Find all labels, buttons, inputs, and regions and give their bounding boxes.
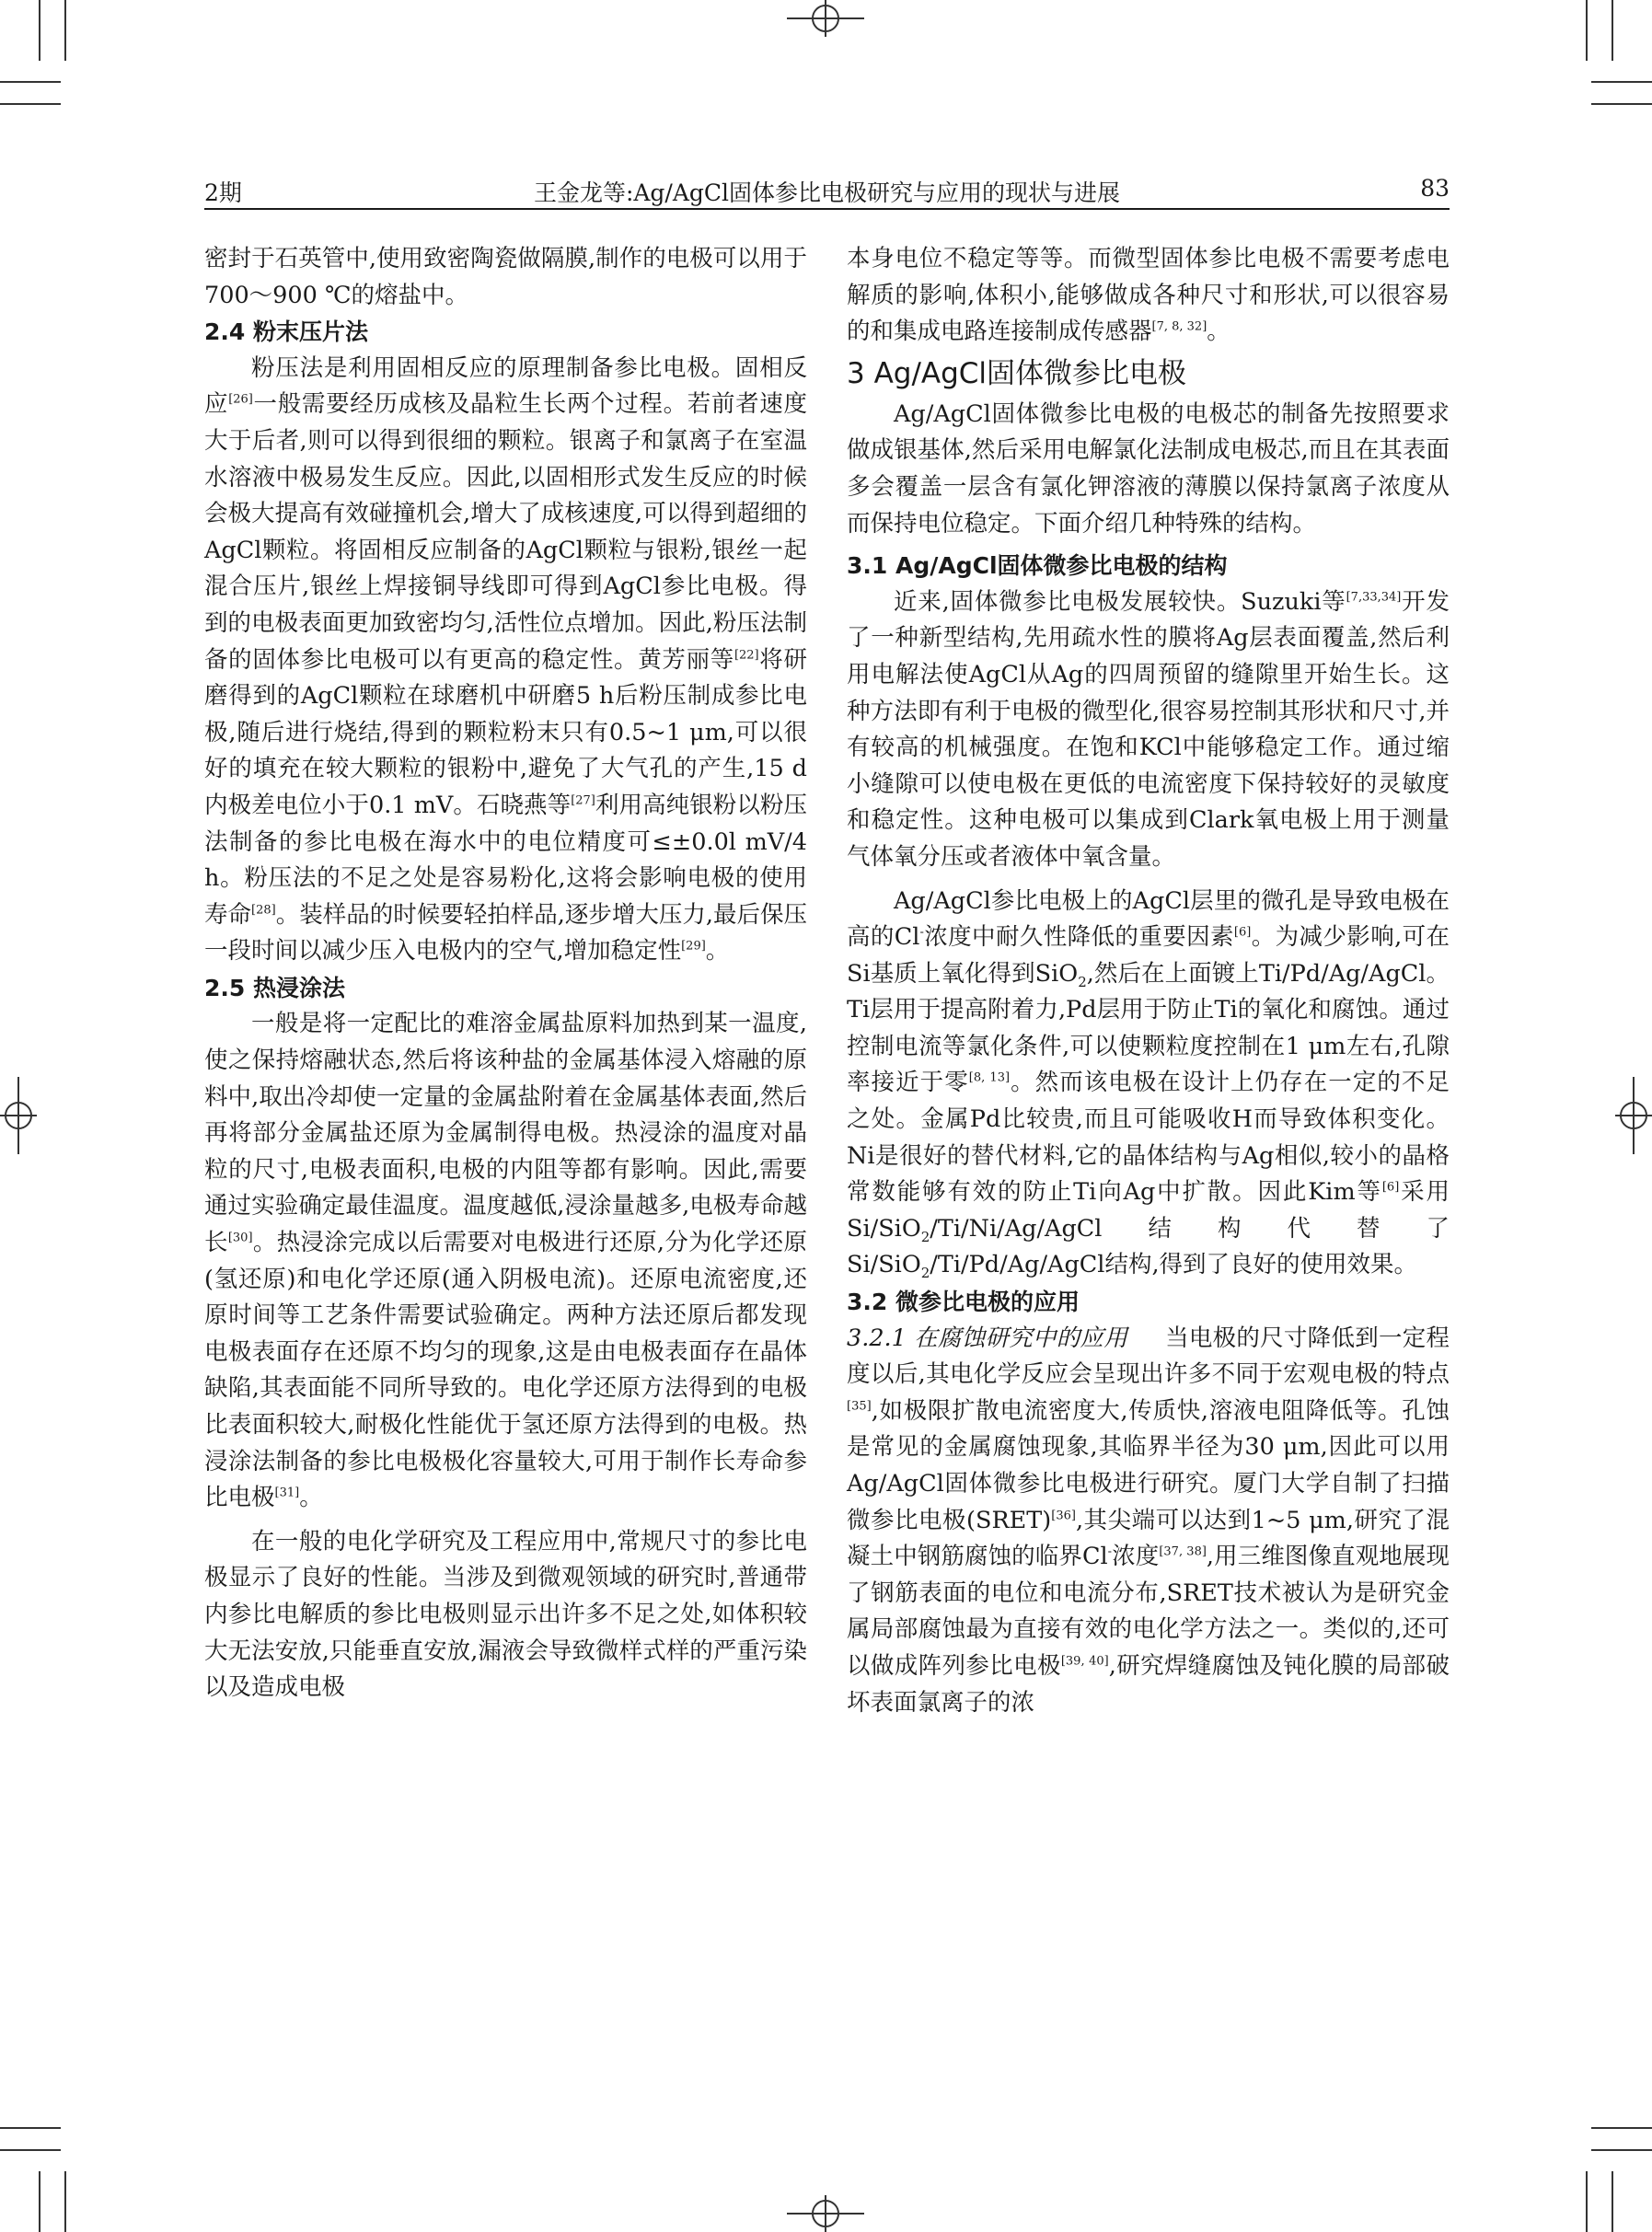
section-heading-2-4: 2.4 粉末压片法 [204, 318, 368, 346]
section-heading-3-2: 3.2 微参比电极的应用 [847, 1289, 1080, 1316]
right-column: 本身电位不稳定等等。而微型固体参比电极不需要考虑电解质的影响,体积小,能够做成各种尺寸和形状,可以很容易的和集成电路连接制成传感器[7, 8, 32]。 3 Ag/AgCl固体微参比电极 Ag/AgCl固体微参比电极的电极芯的制备先按照要求做成银基体,然后采用电解氯化法制成电极芯,而且在其表面多会覆盖一层含有氯化钾溶液的薄膜以保持氯离子浓度从而保持电位稳定。下面介绍几种特殊的结构。 3.1 Ag/AgCl固体微参比电极的结构 近来,固体微参比电极发展较快。Suzuki等[7,33,34]开发了一种新型结构,先用疏水性的膜将Ag层表面覆盖,然后利用电解法使AgCl从Ag的四周预留的缝隙里开始生长。这种方法即有利于电极的微型化,很容易控制其形状和尺寸,并有较高的机械强度。在饱和KCl中能够稳定工作。通过缩小缝隙可以使电极在更低的电流密度下保持较好的灵敏度和稳定性。这种电极可以集成到Clark氧电极上用于测量气体氧分压或者液体中氧含量。 Ag/AgCl参比电极上的AgCl层里的微孔是导致电极在高的Cl-浓度中耐久性降低的重要因素[6]。为减少影响,可在Si基质上氧化得到SiO$_2$,然后在上面镀上Ti/Pd/Ag/AgCl。Ti层用于提高附着力,Pd层用于防止Ti的氧化和腐蚀。通过控制电流等氯化条件,可以使颗粒度控制在1 μm左右,孔隙率接近于零[8, 13]。然而该电极在设计上仍存在一定的不足之处。金属Pd比较贵,而且可能吸收H而导致体积变化。Ni是很好的替代材料,它的晶体结构与Ag相似,较小的晶格常数能够有效的防止Ti向Ag中扩散。因此Kim等[6]采用Si/SiO$_2$/Ti/Ni/Ag/AgCl结构代替了Si/SiO$_2$/Ti/Pd/Ag/AgCl结构,得到了良好的使用效果。 3.2 微参比电极的应用 3.2.1 在腐蚀研究中的应用 当电极的尺寸降低到一定程度以后,其电化学反应会呈现出许多不同于宏观电极的特点[35],如极限扩散电流密度大,传质快,溶液电阻降低等。孔蚀是常见的金属腐蚀现象,其临界半径为30 μm,因此可以用Ag/AgCl固体微参比电极进行研究。厦门大学自制了扫描微参比电极(SRET)[36],其尖端可以达到1~5 μm,研究了混凝土中钢筋腐蚀的临界Cl-浓度[37, 38],用三维图像直观地展现了钢筋表面的电位和电流分布,SRET技术被认为是研究金属局部腐蚀最为直接有效的电化学方法之一。类似的,还可以做成阵列参比电极[39, 40],研究焊缝腐蚀及钝化膜的局部破坏表面氯离子的浓 [847, 241, 1450, 1721]
citation[interactable]: [31] [274, 1486, 300, 1500]
paragraph-continued: 本身电位不稳定等等。而微型固体参比电极不需要考虑电解质的影响,体积小,能够做成各种尺寸和形状,可以很容易的和集成电路连接制成传感器[7, 8, 32]。 [847, 245, 1450, 346]
crop-mark [39, 2171, 40, 2232]
citation[interactable]: [35] [847, 1399, 872, 1414]
crop-mark [0, 2149, 61, 2151]
subscript-2: 2 [920, 1228, 930, 1245]
citation[interactable]: [39, 40] [1060, 1654, 1109, 1669]
citation[interactable]: [28] [251, 903, 276, 918]
citation[interactable]: [30] [227, 1231, 253, 1245]
section-heading-2-5: 2.5 热浸涂法 [204, 974, 345, 1001]
citation[interactable]: [6] [1381, 1180, 1400, 1195]
crop-mark [1591, 2149, 1652, 2151]
registration-mark-bottom-icon [787, 2195, 864, 2232]
superscript-minus: - [1107, 1544, 1113, 1559]
crop-mark [0, 2127, 61, 2129]
crop-mark [1591, 81, 1652, 83]
running-title: 王金龙等:Ag/AgCl固体参比电极研究与应用的现状与进展 [533, 179, 1121, 206]
citation[interactable]: [8, 13] [968, 1070, 1011, 1085]
crop-mark [1586, 0, 1588, 61]
crop-mark [1612, 2171, 1613, 2232]
section-heading-3-1: 3.1 Ag/AgCl固体微参比电极的结构 [847, 552, 1228, 580]
page-number: 83 [1420, 175, 1450, 202]
section-heading-3: 3 Ag/AgCl固体微参比电极 [847, 356, 1187, 390]
citation[interactable]: [6] [1233, 925, 1252, 940]
crop-mark [1586, 2171, 1588, 2232]
paragraph-3-1-b: Ag/AgCl参比电极上的AgCl层里的微孔是导致电极在高的Cl-浓度中耐久性降低的重要因素[6]。为减少影响,可在Si基质上氧化得到SiO$_2$,然后在上面镀上Ti/Pd/Ag/AgCl。Ti层用于提高附着力,Pd层用于防止Ti的氧化和腐蚀。通过控制电流等氯化条件,可以使颗粒度控制在1 μm左右,孔隙率接近于零[8, 13]。然而该电极在设计上仍存在一定的不足之处。金属Pd比较贵,而且可能吸收H而导致体积变化。Ni是很好的替代材料,它的晶体结构与Ag相似,较小的晶格常数能够有效的防止Ti向Ag中扩散。因此Kim等[6]采用Si/SiO$_2$/Ti/Ni/Ag/AgCl结构代替了Si/SiO$_2$/Ti/Pd/Ag/AgCl结构,得到了良好的使用效果。 [847, 886, 1450, 1282]
citation[interactable]: [37, 38] [1159, 1544, 1207, 1559]
left-column [204, 241, 807, 1706]
paragraph-2-4: 粉压法是利用固相反应的原理制备参比电极。固相反应[26]一般需要经历成核及晶粒生长两个过程。若前者速度大于后者,则可以得到很细的颗粒。银离子和氯离子在室温水溶液中极易发生反应。因此,以固相形式发生反应的时候会极大提高有效碰撞机会,增大了成核速度,可以得到超细的AgCl颗粒。将固相反应制备的AgCl颗粒与银粉,银丝一起混合压片,银丝上焊接铜导线即可得到AgCl参比电极。得到的电极表面更加致密均匀,活性位点增加。因此,粉压法制备的固体参比电极可以有更高的稳定性。黄芳丽等[22]将研磨得到的AgCl颗粒在球磨机中研磨5 h后粉压制成参比电极,随后进行烧结,得到的颗粒粉末只有0.5~1 μm,可以很好的填充在较大颗粒的银粉中,避免了大气孔的产生,15 d内极差电位小于0.1 mV。石晓燕等[27]利用高纯银粉以粉压法制备的参比电极在海水中的电位精度可≤±0.0l mV/4 h。粉压法的不足之处是容易粉化,这将会影响电极的使用寿命[28]。装样品的时候要轻拍样品,逐步增大压力,最后保压一段时间以减少压入电极内的空气,增加稳定性[29]。 [204, 353, 807, 966]
superscript-minus: - [919, 925, 924, 940]
issue-number: 2期 [204, 179, 242, 206]
registration-mark-top-icon [787, 0, 864, 37]
crop-mark [1591, 103, 1652, 105]
paragraph-2-5: 一般是将一定配比的难溶金属盐原料加热到某一温度,使之保持熔融状态,然后将该种盐的金属基体浸入熔融的原料中,取出冷却使一定量的金属盐附着在金属基体表面,然后再将部分金属盐还原为金属制得电极。热浸涂的温度对晶粒的尺寸,电极表面积,电极的内阻等都有影响。因此,需要通过实验确定最佳温度。温度越低,浸涂量越多,电极寿命越长[30]。热浸涂完成以后需要对电极进行还原,分为化学还原(氢还原)和电化学还原(通入阴极电流)。还原电流密度,还原时间等工艺条件需要试验确定。两种方法还原后都发现电极表面存在还原不均匀的现象,这是由电极表面存在晶体缺陷,其表面能不同所导致的。电化学还原方法得到的电极比表面积较大,耐极化性能优于氢还原方法得到的电极。热浸涂法制备的参比电极极化容量较大,可用于制作长寿命参比电极[31]。 [204, 1010, 807, 1512]
citation[interactable]: [7,33,34] [1346, 590, 1402, 605]
header-rule [204, 208, 1450, 210]
citation[interactable]: [27] [571, 793, 595, 808]
subsection-heading-3-2-1: 3.2.1 在腐蚀研究中的应用 [847, 1324, 1128, 1352]
citation[interactable]: [29] [681, 939, 706, 954]
citation[interactable]: [22] [734, 648, 759, 663]
registration-mark-right-icon [1615, 1077, 1652, 1154]
paragraph-3: Ag/AgCl固体微参比电极的电极芯的制备先按照要求做成银基体,然后采用电解氯化法制成电极芯,而且在其表面多会覆盖一层含有氯化钾溶液的薄膜以保持氯离子浓度从而保持电位稳定。下面介绍几种特殊的结构。 [847, 399, 1450, 538]
crop-mark [1591, 2127, 1652, 2129]
citation[interactable]: [26] [228, 392, 253, 407]
paragraph-3-1-a: 近来,固体微参比电极发展较快。Suzuki等[7,33,34]开发了一种新型结构,先用疏水性的膜将Ag层表面覆盖,然后利用电解法使AgCl从Ag的四周预留的缝隙里开始生长。这种方法即有利于电极的微型化,很容易控制其形状和尺寸,并有较高的机械强度。在饱和KCl中能够稳定工作。通过缩小缝隙可以使电极在更低的电流密度下保持较好的灵敏度和稳定性。这种电极可以集成到Clark氧电极上用于测量气体氧分压或者液体中氧含量。 [847, 587, 1450, 871]
registration-mark-left-icon [0, 1077, 37, 1154]
running-header [204, 171, 1450, 210]
crop-mark [0, 103, 61, 105]
crop-mark [64, 2171, 66, 2232]
crop-mark [1612, 0, 1613, 61]
citation[interactable]: [7, 8, 32] [1151, 319, 1207, 334]
paragraph-general: 在一般的电化学研究及工程应用中,常规尺寸的参比电极显示了良好的性能。当涉及到微观领域的研究时,普通带内参比电解质的参比电极则显示出许多不足之处,如体积较大无法安放,只能垂直安放,漏液会导致微样式样的严重污染以及造成电极 [204, 1527, 807, 1702]
paragraph-continued: 密封于石英管中,使用致密陶瓷做隔膜,制作的电极可以用于700～900 ℃的熔盐中。 [204, 245, 807, 309]
crop-mark [39, 0, 40, 61]
citation[interactable]: [36] [1051, 1509, 1076, 1523]
subscript-2: 2 [920, 1265, 930, 1282]
crop-mark [0, 81, 61, 83]
subscript-2: 2 [1078, 973, 1087, 990]
crop-mark [64, 0, 66, 61]
